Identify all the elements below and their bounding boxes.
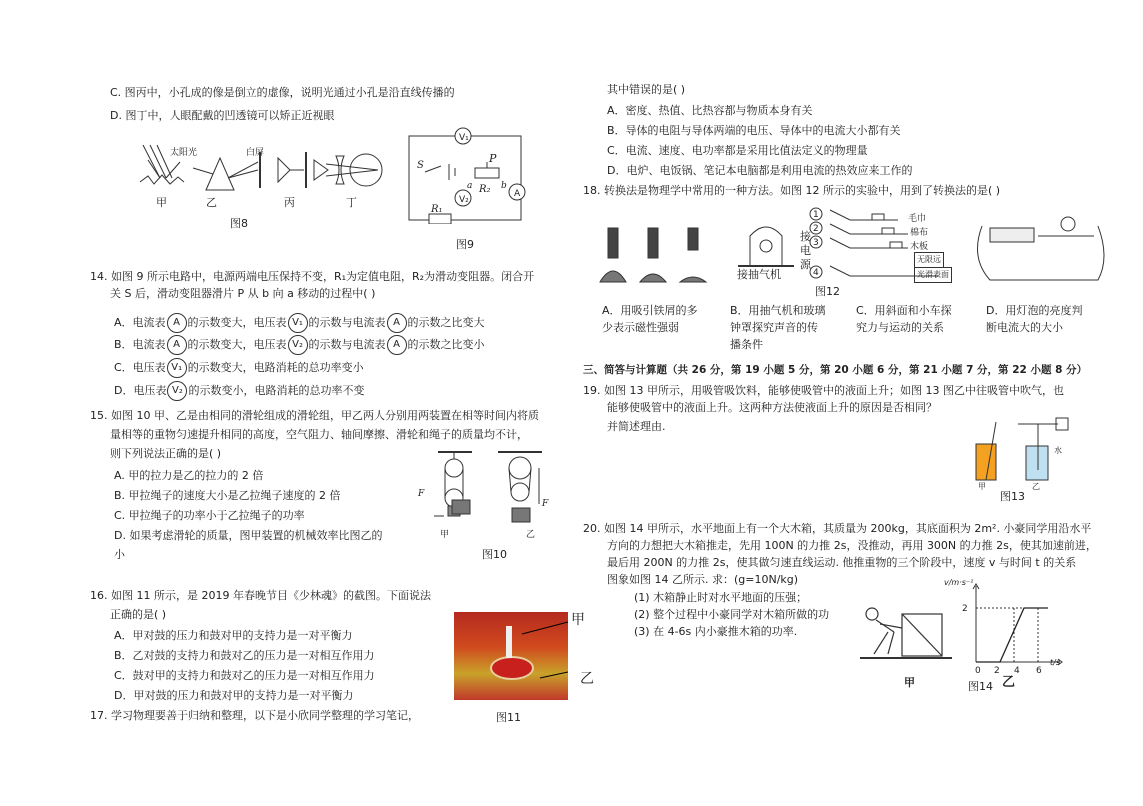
fig13-label-yi: 乙	[1032, 482, 1040, 491]
q14-option-c	[114, 357, 364, 379]
q14-a-part3: 的示数与电流表	[308, 316, 386, 329]
q18-option-d	[986, 302, 1082, 336]
q14-a-part1: A．电流表	[114, 316, 166, 329]
fig13-label-jia: 甲	[978, 482, 986, 491]
q16-option-b: B．乙对鼓的支持力和鼓对乙的压力是一对相互作用力	[114, 649, 375, 662]
fig8-sunlight: 太阳光	[170, 148, 198, 158]
q17-cont: 其中错误的是( )	[607, 83, 686, 96]
fig8-label-ding: 丁	[346, 196, 357, 209]
q17-line1: 17. 学习物理要善于归纳和整理，以下是小欣同学整理的学习笔记，	[90, 709, 419, 722]
fig14-label-yi: 乙	[1002, 675, 1016, 690]
q20-part3: (3) 在 4-6s 内小豪推木箱的功率.	[634, 625, 798, 638]
q17-option-d: D．电炉、电饭锅、笔记本电脑都是利用电流的热效应来工作的	[607, 164, 913, 177]
q14-option-b	[114, 334, 485, 356]
ammeter-symbol: A	[167, 335, 187, 355]
performer-figure	[506, 626, 512, 658]
fig11-label-yi: 乙	[580, 671, 594, 687]
svg-text:R₂: R₂	[479, 184, 491, 195]
q18-d-line2: 断电流大的大小	[986, 321, 1063, 334]
fig14-xtick-2: 2	[994, 666, 1000, 676]
q14-d-part2: 的示数变小，电路消耗的总功率不变	[188, 384, 365, 397]
ammeter-symbol: A	[167, 313, 187, 333]
svg-text:b: b	[501, 181, 507, 191]
q15-line2: 量相等的重物匀速提升相同的高度，空气阻力、轴间摩擦、滑轮和绳子的质量均不计，	[110, 428, 528, 441]
q20-line1: 20. 如图 14 甲所示，水平地面上有一个大木箱，其质量为 200kg，其底面积为 2m². 小豪同学用沿水平	[583, 522, 1092, 535]
q14-a-part2: 的示数变大，电压表	[187, 316, 287, 329]
q20-part2: (2) 整个过程中小豪同学对木箱所做的功	[634, 608, 830, 621]
q16-line2: 正确的是( )	[110, 608, 167, 621]
fig12-board: 木板	[910, 242, 929, 252]
q16-option-d: D．甲对鼓的压力和鼓对甲的支持力是一对平衡力	[114, 689, 354, 702]
q18-option-a	[602, 302, 698, 336]
fig13-water: 水	[1054, 446, 1062, 455]
q14-line1: 14. 如图 9 所示电路中，电源两端电压保持不变，R₁为定值电阻，R₂为滑动变阻器。闭合开	[90, 270, 535, 283]
svg-text:V₁: V₁	[459, 133, 469, 143]
fig10-label-yi: 乙	[526, 530, 536, 540]
q18-d-line1: D．用灯泡的亮度判	[986, 304, 1083, 317]
q14-option-d	[114, 380, 364, 402]
q18-b-line2: 钟罩探究声音的传	[730, 321, 818, 334]
q18-a-line2: 少表示磁性强弱	[602, 321, 679, 334]
q17-option-c: C．电流、速度、电功率都是采用比值法定义的物理量	[607, 144, 868, 157]
fig9-caption: 图9	[456, 238, 474, 251]
q14-option-a	[114, 312, 485, 334]
fig8-label-bing: 丙	[284, 196, 295, 209]
q20-line2: 方向的力想把大木箱推走，先用 100N 的力推 2s，没推动，再用 300N 的力推 2s，使其加速前进，	[607, 539, 1097, 552]
q14-b-part4: 的示数之比变小	[407, 338, 485, 351]
q16-option-c: C．鼓对甲的支持力和鼓对乙的压力是一对相互作用力	[114, 669, 375, 682]
fig13-caption: 图13	[1000, 490, 1025, 503]
q15-option-d-cont: 小	[114, 548, 125, 561]
q19-line1: 19. 如图 13 甲所示，用吸管吸饮料，能够使吸管中的液面上升；如图 13 图乙中往吸管中吹气，也	[583, 384, 1064, 397]
figure-14-yi-graph	[964, 582, 1064, 672]
svg-text:P: P	[489, 152, 497, 165]
fig14-ytick-2: 2	[962, 604, 968, 614]
q18-a-line1: A．用吸引铁屑的多	[602, 304, 698, 317]
fig12-smooth: 光滑表面	[914, 267, 952, 283]
q15-option-c: C. 甲拉绳子的功率小于乙拉绳子的功率	[114, 509, 305, 522]
q14-c-part2: 的示数变大，电路消耗的总功率变小	[187, 361, 364, 374]
fig10-caption: 图10	[482, 548, 507, 561]
voltmeter-v2-symbol: V₂	[167, 381, 187, 401]
fig14-yaxis-label: v/m·s⁻¹	[944, 578, 974, 587]
q18-b-line3: 播条件	[730, 338, 763, 351]
q13-option-c: C. 图丙中，小孔成的像是倒立的虚像，说明光通过小孔是沿直线传播的	[110, 86, 455, 99]
velocity-line	[976, 608, 1048, 662]
q14-a-part4: 的示数之比变大	[407, 316, 485, 329]
fig12-power: 接电源	[800, 230, 811, 271]
figure-10-pulleys	[412, 446, 562, 534]
q14-c-part1: C．电压表	[114, 361, 166, 374]
q15-line3: 则下列说法正确的是( )	[110, 447, 222, 460]
q15-option-a: A. 甲的拉力是乙的拉力的 2 倍	[114, 469, 264, 482]
ammeter-symbol: A	[387, 335, 407, 355]
fig12-num-3: 3	[813, 238, 819, 248]
q18-b-line1: B．用抽气机和玻璃	[730, 304, 826, 317]
q17-option-a: A．密度、热值、比热容都与物质本身有关	[607, 104, 813, 117]
fig8-label-jia: 甲	[156, 196, 167, 209]
q13-option-d: D. 图丁中，人眼配戴的凹透镜可以矫正近视眼	[110, 109, 335, 122]
figure-9-circuit	[405, 124, 527, 224]
q17-option-b: B．导体的电阻与导体两端的电压、导体中的电流大小都有关	[607, 124, 901, 137]
fig11-label-jia: 甲	[571, 612, 585, 628]
q15-option-b: B. 甲拉绳子的速度大小是乙拉绳子速度的 2 倍	[114, 489, 341, 502]
fig14-xtick-0: 0	[975, 666, 981, 676]
fig14-xtick-4: 4	[1014, 666, 1020, 676]
section-3-header: 三、简答与计算题（共 26 分，第 19 小题 5 分，第 20 小题 6 分，第 21 小题 7 分，第 22 小题 8 分）	[583, 364, 1088, 376]
q20-line4: 图象如图 14 乙所示. 求：(g=10N/kg)	[607, 573, 799, 586]
fig12-towel: 毛巾	[908, 214, 927, 224]
fig12-pump: 接抽气机	[737, 268, 781, 281]
ammeter-symbol: A	[387, 313, 407, 333]
fig12-caption: 图12	[815, 285, 840, 298]
fig14-xaxis-label: t/s	[1050, 658, 1060, 667]
q16-line1: 16. 如图 11 所示，是 2019 年春晚节目《少林魂》的截图。下面说法	[90, 589, 431, 602]
q19-line2: 能够使吸管中的液面上升。这两种方法使液面上升的原因是否相同？	[607, 401, 937, 414]
fig10-label-jia: 甲	[440, 530, 450, 540]
svg-text:S: S	[417, 160, 424, 171]
q14-b-part3: 的示数与电流表	[308, 338, 386, 351]
q14-b-part1: B．电流表	[114, 338, 166, 351]
fig14-caption: 图14	[968, 680, 993, 693]
fig12-num-2: 2	[813, 224, 819, 234]
q18-line1: 18. 转换法是物理学中常用的一种方法。如图 12 所示的实验中，用到了转换法的是( )	[583, 184, 1001, 197]
q16-option-a: A．甲对鼓的压力和鼓对甲的支持力是一对平衡力	[114, 629, 353, 642]
fig12-num-4: 4	[813, 268, 819, 278]
svg-text:a: a	[467, 181, 473, 191]
voltmeter-v1-symbol: V₁	[288, 313, 308, 333]
fig8-screen: 白屏	[246, 148, 265, 158]
q20-part1: (1) 木箱静止时对水平地面的压强；	[634, 591, 808, 604]
svg-text:A: A	[514, 189, 521, 199]
svg-text:F: F	[542, 499, 549, 509]
voltmeter-v2-symbol: V₂	[288, 335, 308, 355]
figure-14-jia	[858, 604, 954, 662]
q18-c-line1: C．用斜面和小车探	[856, 304, 952, 317]
svg-text:V₂: V₂	[459, 195, 469, 205]
q18-option-c	[856, 302, 952, 336]
q15-option-d: D. 如果考虑滑轮的质量，图甲装置的机械效率比图乙的	[114, 529, 383, 542]
fig14-xtick-6: 6	[1036, 666, 1042, 676]
svg-text:F: F	[418, 489, 425, 499]
q20-line3: 最后用 200N 的力推 2s，使其做匀速直线运动. 他推重物的三个阶段中，速度 v 与时间 t 的关系	[607, 556, 1077, 569]
q18-option-b	[730, 302, 826, 353]
fig12-num-1: 1	[813, 210, 819, 220]
q14-b-part2: 的示数变大，电压表	[187, 338, 287, 351]
q14-d-part1: D．电压表	[114, 384, 167, 397]
q14-line2: 关 S 后，滑动变阻器滑片 P 从 b 向 a 移动的过程中( )	[110, 287, 376, 300]
fig8-caption: 图8	[230, 217, 248, 230]
fig11-caption: 图11	[496, 711, 521, 724]
fig8-label-yi: 乙	[206, 196, 217, 209]
fig14-label-jia: 甲	[904, 676, 915, 689]
fig12-infinity: 无限远	[914, 252, 944, 268]
svg-text:R₁: R₁	[431, 204, 443, 215]
fig12-cotton: 棉布	[910, 228, 929, 238]
q15-line1: 15. 如图 10 甲、乙是由相同的滑轮组成的滑轮组，甲乙两人分别用两装置在相等时间内将质	[90, 409, 539, 422]
voltmeter-v1-symbol: V₁	[167, 358, 187, 378]
q19-line3: 并简述理由.	[607, 420, 666, 433]
q18-c-line2: 究力与运动的关系	[856, 321, 944, 334]
figure-12	[598, 206, 1110, 292]
